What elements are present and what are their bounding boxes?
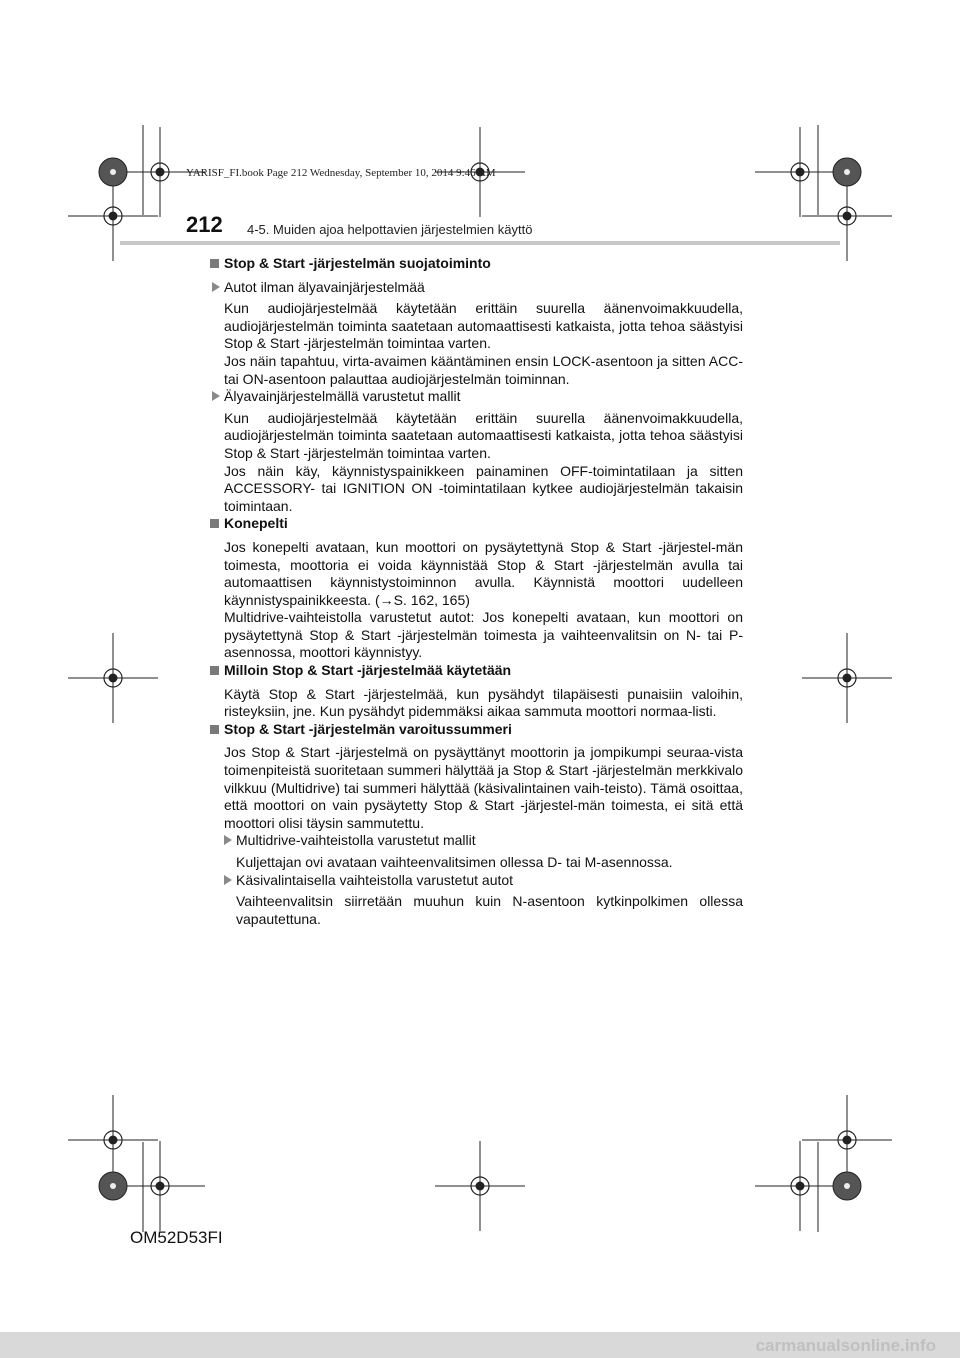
color-wheel-icon [99,158,127,186]
triangle-bullet-icon [212,391,220,401]
paragraph: Kuljettajan ovi avataan vaihteenvalitsimen ollessa D- tai M-asennossa. [236,854,673,870]
section-heading: Stop & Start -järjestelmän suojatoiminto [210,255,743,273]
paragraph: Jos konepelti avataan, kun moottori on pysäytettynä Stop & Start -järjestel-män toimesta, moottoria ei voida käynnistää Stop & Start -järjestelmän avulla tai automaattisen käynnistystoiminnon avulla. Käynnistä moottori uudelleen käynnistyspainikkeesta. (→S. 162, 165) [224,538,743,608]
square-bullet-icon [210,519,219,528]
square-bullet-icon [210,666,219,675]
square-bullet-icon [210,259,219,268]
paragraph: Jos näin tapahtuu, virta-avaimen kääntäminen ensin LOCK-asentoon ja sitten ACC- tai ON-asentoon palauttaa audiojärjestelmän toiminnan. [224,352,743,387]
paragraph: Kun audiojärjestelmää käytetään erittäin suurella äänenvoimakkuudella, audiojärjestelmän toiminta saatetaan automaattisesti katkaista, jotta tehoa säästyisi Stop & Start -järjestelmän toimintaa varten. [224,409,743,461]
color-wheel-icon [833,1172,861,1200]
page-number: 212 [186,212,223,237]
triangle-bullet-icon [212,282,220,292]
color-wheel-icon [833,158,861,186]
chapter-title: 4-5. Muiden ajoa helpottavien järjestelmien käyttö [247,222,533,237]
square-bullet-icon [210,725,219,734]
paragraph: Vaihteenvalitsin siirretään muuhun kuin N-asentoon kytkinpolkimen ollessa vapautettuna. [236,893,743,927]
registration-mark-icon [68,633,158,723]
print-stamp: YARISF_FI.book Page 212 Wednesday, September 10, 2014 9:46 AM [186,167,496,179]
section-heading: Konepelti [210,515,743,533]
paragraph: Jos näin käy, käynnistyspainikkeen painaminen OFF-toimintatilaan ja sitten ACCESSORY- tai IGNITION ON -toimintatilaan kytkee audiojärjestelmän takaisin toimintaan. [224,462,743,514]
paragraph: Kun audiojärjestelmää käytetään erittäin suurella äänenvoimakkuudella, audiojärjestelmän toiminta saatetaan automaattisesti katkaista, jotta tehoa säästyisi Stop & Start -järjestelmän toimintaa varten. [224,300,743,352]
triangle-bullet-icon [224,875,232,885]
page-content [210,255,743,928]
registration-mark-icon [755,127,845,217]
paragraph: Käytä Stop & Start -järjestelmää, kun pysähdyt tilapäisesti punaisiin valoihin, risteyksiin, jne. Kun pysähdyt pidemmäksi aikaa sammuta moottori normaa-listi. [224,685,743,720]
header-divider [120,241,840,245]
registration-mark-icon [802,633,892,723]
registration-mark-icon [115,1141,205,1231]
section-heading: Milloin Stop & Start -järjestelmää käytetään [210,662,743,680]
color-wheel-icon [99,1172,127,1200]
registration-mark-icon [755,1141,845,1231]
triangle-bullet-icon [224,835,232,845]
sub-heading: Älyavainjärjestelmällä varustetut mallit [210,388,743,406]
section-heading: Stop & Start -järjestelmän varoitussummeri [210,721,743,739]
registration-mark-icon [435,1141,525,1231]
sub-heading: Käsivalintaisella vaihteistolla varustetut autot [210,872,743,890]
sub-heading: Autot ilman älyavainjärjestelmää [210,279,743,297]
document-code: OM52D53FI [130,1228,223,1247]
sub-heading: Multidrive-vaihteistolla varustetut mallit [210,832,743,850]
paragraph: Jos Stop & Start -järjestelmä on pysäyttänyt moottorin ja jompikumpi seuraa-vista toimenpiteistä suoritetaan summeri hälyttää ja Stop & Start -järjestelmän merkkivalo vilkkuu (Multidrive) tai summeri hälyttää (käsivalintainen vaih-teisto). Tämä osoittaa, että moottori on vain pysäytetty Stop & Start -järjestel-män toimesta, ei sitä että moottori olisi täysin sammutettu. [224,744,743,831]
paragraph: Multidrive-vaihteistolla varustetut autot: Jos konepelti avataan, kun moottori on pysäytettynä Stop & Start -järjestelmän toimesta ja vaihteenvalitsin on N- tai P-asennossa, moottori käynnistyy. [224,609,743,661]
watermark-text: carmanualsonline.info [755,1336,936,1355]
